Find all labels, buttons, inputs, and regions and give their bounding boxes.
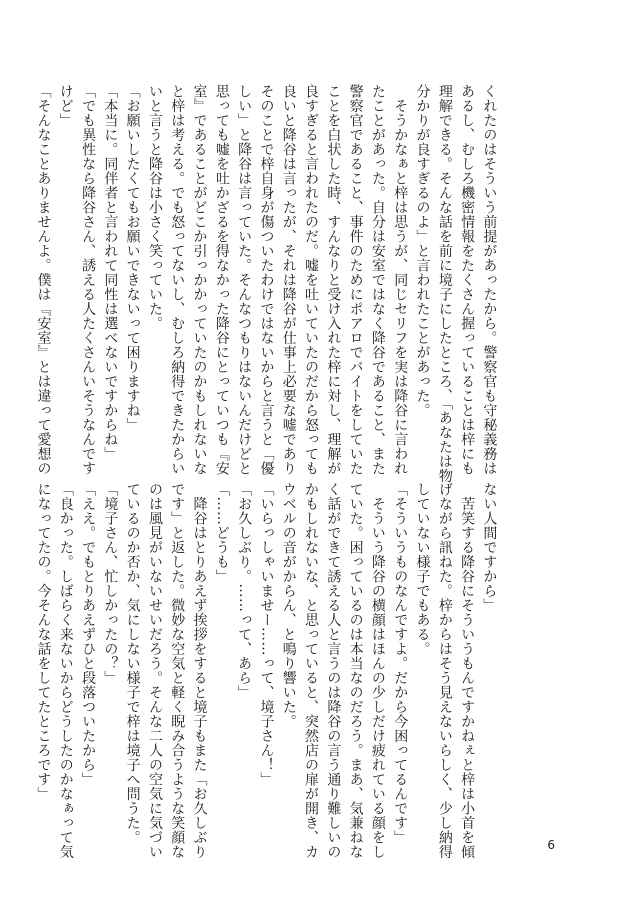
- text-line: 「良かった。しばらく来ないからどうしたのかなぁって気: [57, 482, 74, 859]
- text-line: ことを白状した時、すんなりと受け入れた梓に対し、理解が: [325, 84, 342, 476]
- text-line: です」と返した。微妙な空気と軽く睨み合うような笑顔な: [169, 482, 186, 859]
- text-line: 室』であることがどこか引っかかっていたのかもしれないな: [191, 84, 208, 476]
- text-line: けど」: [57, 84, 74, 128]
- text-line: そのことで梓自身が傷ついたわけではないからと言うと「優: [258, 84, 275, 476]
- text-line: のは風見がいないせいだろう。そんな二人の空気に気づい: [146, 482, 163, 859]
- text-line: 良すぎると言われたのだ。嘘を吐いていたのだから怒っても: [303, 84, 320, 476]
- text-line: ウベルの音がからん、と鳴り響いた。: [280, 482, 297, 729]
- text-line: 「そういうものなんですよ。だから今困ってるんです」: [392, 482, 409, 845]
- text-line: しい」と降谷は言っていた。そんなつもりはないんだけどと: [236, 84, 253, 476]
- text-line: ていた。困っているのは本当なのだろう。まあ、気兼ねな: [347, 482, 364, 859]
- text-line: 「でも異性なら降谷さん、誘える人たくさんいそうなんです: [80, 84, 97, 476]
- text-line: していない様子でもある。: [414, 482, 431, 656]
- text-line: かもしれないな、と思っていると、突然店の扉が開き、カ: [303, 482, 320, 859]
- text-line: 「いらっしゃいませー……って、境子さん！」: [258, 482, 275, 787]
- text-line: 良いと降谷は言ったが、それは降谷が仕事上必要な嘘であり: [280, 84, 297, 476]
- text-line: 苦笑する降谷にそういうもんですかねぇと梓は小首を傾: [459, 482, 476, 859]
- text-line: たことがあった。自分は安室ではなく降谷であること、また: [369, 84, 386, 476]
- text-line: あるし、むしろ機密情報をたくさん握っていることは梓にも: [459, 84, 476, 476]
- upper-text-block: [35, 84, 545, 483]
- text-line: 「ええ。でもとりあえずひと段落ついたから」: [80, 482, 97, 787]
- text-line: くれたのはそういう前提があったから。警察官も守秘義務は: [481, 84, 498, 476]
- text-line: ているのか否か、気にしない様子で梓は境子へ問うた。: [124, 482, 141, 845]
- text-line: いと言うと降谷は小さく笑っていた。: [146, 84, 163, 331]
- page-number: 6: [547, 838, 555, 852]
- text-line: 「お願いしたくてもお願いできないって困りますね」: [124, 84, 141, 432]
- text-line: 「お久しぶり。……って、あら」: [236, 482, 253, 700]
- text-line: になってたの。今そんな話をしてたところです」: [35, 482, 52, 801]
- text-line: 思っても嘘を吐かざるを得なかった降谷にとっていつも『安: [213, 84, 230, 476]
- text-line: と梓は考える。でも怒ってないし、むしろ納得できたからい: [169, 84, 186, 476]
- text-line: く話ができて誘える人と言うのは降谷の言う通り難しいの: [325, 482, 342, 859]
- text-line: 理解できる。そんな話を前に境子にしたところ、「あなたは物: [436, 84, 453, 483]
- text-line: 警察官であること、事件のためにポアロでバイトをしていた: [347, 84, 364, 476]
- text-line: そうかなぁと梓は思うが、同じセリフを実は降谷に言われ: [392, 84, 409, 476]
- text-line: そういう降谷の横顔はほんの少しだけ疲れている顔をし: [369, 482, 386, 859]
- text-line: 「そんなことありませんよ。僕は『安室』とは違って愛想の: [35, 84, 52, 476]
- text-line: ない人間ですから」: [481, 482, 498, 613]
- text-line: 分かりが良すぎるのよ」と言われたことがあった。: [414, 84, 431, 418]
- text-line: 降谷はとりあえず挨拶をすると境子もまた「お久しぶり: [191, 482, 208, 859]
- text-line: 「本当に。同伴者と言われて同性は選べないですからね」: [102, 84, 119, 461]
- text-line: 「……どうも」: [213, 482, 230, 584]
- text-line: 「境子さん、忙しかったの？」: [102, 482, 119, 685]
- lower-text-block: [35, 482, 545, 859]
- text-line: げながら訊ねた。梓からはそう見えないらしく、少し納得: [436, 482, 453, 859]
